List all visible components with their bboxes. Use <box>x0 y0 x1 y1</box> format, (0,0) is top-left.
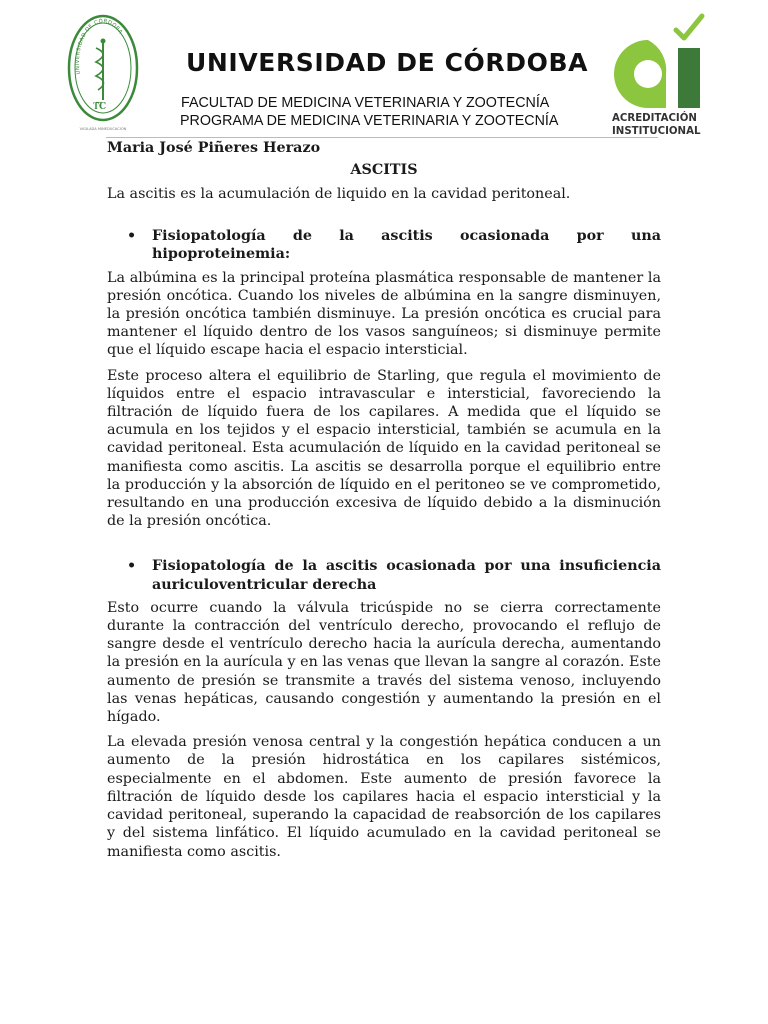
bullet-icon: • <box>127 558 137 575</box>
body-paragraph: La elevada presión venosa central y la congestión hepática conducen a un aumento de la presión hidrostática en los capilares sistémicos, especialmente en el abdomen. Este aumento de presión favorece la filtración de líquido desde los capilares hacia el espacio intersticial y la cavidad peritoneal, superando la capacidad de reabsorción de los capilares y del sistema linfático. El líquido acumulado en la cavidad peritoneal se manifiesta como ascitis. <box>107 734 661 860</box>
document-title: ASCITIS <box>350 162 418 178</box>
body-paragraph: Este proceso altera el equilibrio de Starling, que regula el movimiento de líquidos entre el espacio intravascular e intersticial, favoreciendo la filtración de líquido fuera de los capilares. A medida que el líquido se acumula en los tejidos y el espacio intersticial, también se acumula en la cavidad peritoneal. Esta acumulación de líquido en la cavidad peritoneal se manifiesta como ascitis. La ascitis se desarrolla porque el equilibrio entre la producción y la absorción de líquido en el peritoneo se ve comprometido, resultando en una producción excesiva de líquido debido a la disminución de la presión oncótica. <box>107 367 661 530</box>
svg-text:UNIVERSIDAD DE CÓRDOBA: UNIVERSIDAD DE CÓRDOBA <box>74 18 124 75</box>
faculty-name: FACULTAD DE MEDICINA VETERINARIA Y ZOOTECNÍA <box>181 95 550 111</box>
university-seal-logo <box>66 14 140 134</box>
program-name: PROGRAMA DE MEDICINA VETERINARIA Y ZOOTECNÍA <box>180 113 559 129</box>
svg-text:VIGILADA MINEDUCACIÓN: VIGILADA MINEDUCACIÓN <box>79 127 127 131</box>
header-divider <box>106 137 658 138</box>
svg-text:T͞C: T͞C <box>93 102 107 112</box>
body-paragraph: Esto ocurre cuando la válvula tricúspide no se cierra correctamente durante la contracción del ventrículo derecho, provocando el reflujo de sangre desde el ventrículo derecho hacia la aurícula derecha, aumentando la presión en la aurícula y en las venas que llevan la sangre al corazón. Este aumento de presión se transmite a través del sistema venoso, incluyendo las venas hepáticas, causando congestión y aumentando la presión en el hígado. <box>107 599 661 726</box>
section-heading: • Fisiopatología de la ascitis ocasionada por una hipoproteinemia: <box>127 228 661 263</box>
intro-paragraph: La ascitis es la acumulación de liquido en la cavidad peritoneal. <box>107 186 571 202</box>
author-name: Maria José Piñeres Herazo <box>107 140 321 156</box>
document-body <box>107 139 661 861</box>
svg-text:INSTITUCIONAL: INSTITUCIONAL <box>612 126 701 137</box>
university-name: UNIVERSIDAD DE CÓRDOBA <box>186 48 589 77</box>
body-paragraph: La albúmina es la principal proteína plasmática responsable de mantener la presión oncótica. Cuando los niveles de albúmina en la sangre disminuyen, la presión oncótica también disminuye. La presión oncótica es crucial para mantener el líquido dentro de los vasos sanguíneos; si disminuye permite que el líquido escape hacia el espacio intersticial. <box>107 269 661 359</box>
accreditation-logo <box>610 12 710 138</box>
svg-text:ACREDITACIÓN: ACREDITACIÓN <box>612 113 697 124</box>
section-heading: • Fisiopatología de la ascitis ocasionada por una insuficiencia auriculoventricular derecha <box>127 558 661 593</box>
bullet-icon: • <box>127 228 137 245</box>
